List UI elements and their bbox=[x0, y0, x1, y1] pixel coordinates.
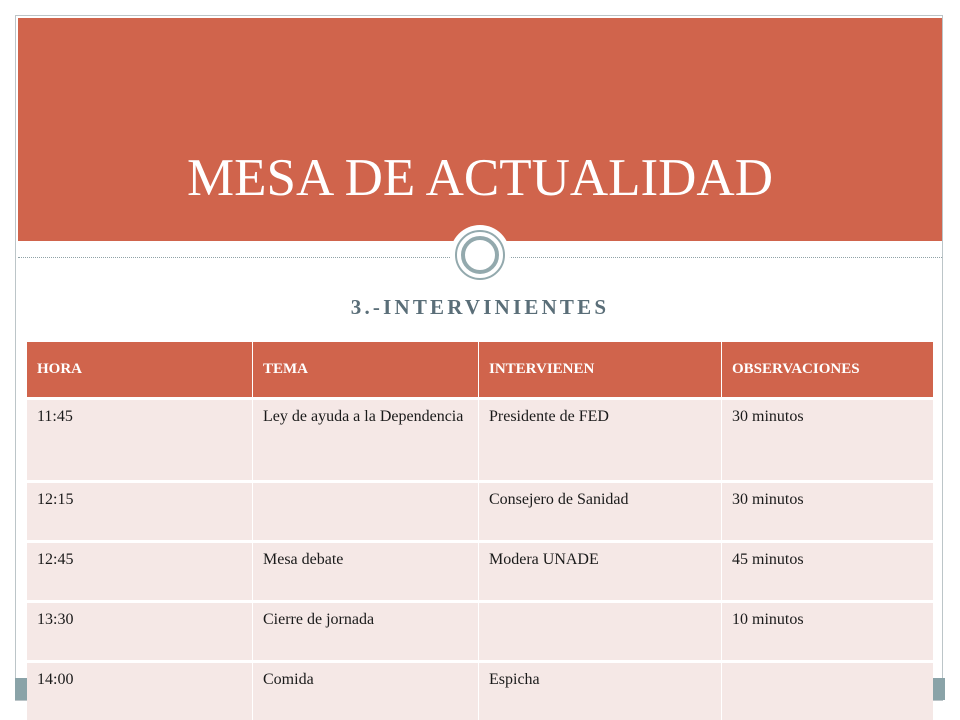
cell-hora: 12:45 bbox=[27, 540, 253, 600]
cell-observaciones: 10 minutos bbox=[722, 600, 933, 660]
table-row bbox=[27, 397, 933, 480]
cell-tema: Cierre de jornada bbox=[253, 600, 479, 660]
cell-observaciones: 45 minutos bbox=[722, 540, 933, 600]
cell-hora: 11:45 bbox=[27, 397, 253, 480]
table-row bbox=[27, 660, 933, 720]
table-row bbox=[27, 540, 933, 600]
bottom-accent-left bbox=[15, 678, 27, 700]
cell-tema: Ley de ayuda a la Dependencia bbox=[253, 397, 479, 480]
cell-intervienen: Espicha bbox=[479, 660, 722, 720]
header-tema: TEMA bbox=[253, 342, 479, 397]
cell-tema: Mesa debate bbox=[253, 540, 479, 600]
slide-title: MESA DE ACTUALIDAD bbox=[187, 149, 773, 207]
cell-intervienen: Consejero de Sanidad bbox=[479, 480, 722, 540]
table-row bbox=[27, 480, 933, 540]
cell-tema bbox=[253, 480, 479, 540]
header-hora: HORA bbox=[27, 342, 253, 397]
cell-hora: 13:30 bbox=[27, 600, 253, 660]
table-row bbox=[27, 600, 933, 660]
cell-hora: 14:00 bbox=[27, 660, 253, 720]
table-header-row bbox=[27, 342, 933, 397]
agenda-table bbox=[27, 342, 933, 720]
cell-intervienen bbox=[479, 600, 722, 660]
cell-intervienen: Presidente de FED bbox=[479, 397, 722, 480]
bottom-accent-right bbox=[932, 678, 945, 700]
cell-observaciones: 30 minutos bbox=[722, 397, 933, 480]
ornament-inner-ring bbox=[461, 236, 499, 274]
cell-hora: 12:15 bbox=[27, 480, 253, 540]
header-intervienen: INTERVIENEN bbox=[479, 342, 722, 397]
slide-subtitle: 3.-INTERVINIENTES bbox=[350, 295, 610, 319]
cell-observaciones bbox=[722, 660, 933, 720]
cell-tema: Comida bbox=[253, 660, 479, 720]
cell-intervienen: Modera UNADE bbox=[479, 540, 722, 600]
cell-observaciones: 30 minutos bbox=[722, 480, 933, 540]
header-observaciones: OBSERVACIONES bbox=[722, 342, 933, 397]
